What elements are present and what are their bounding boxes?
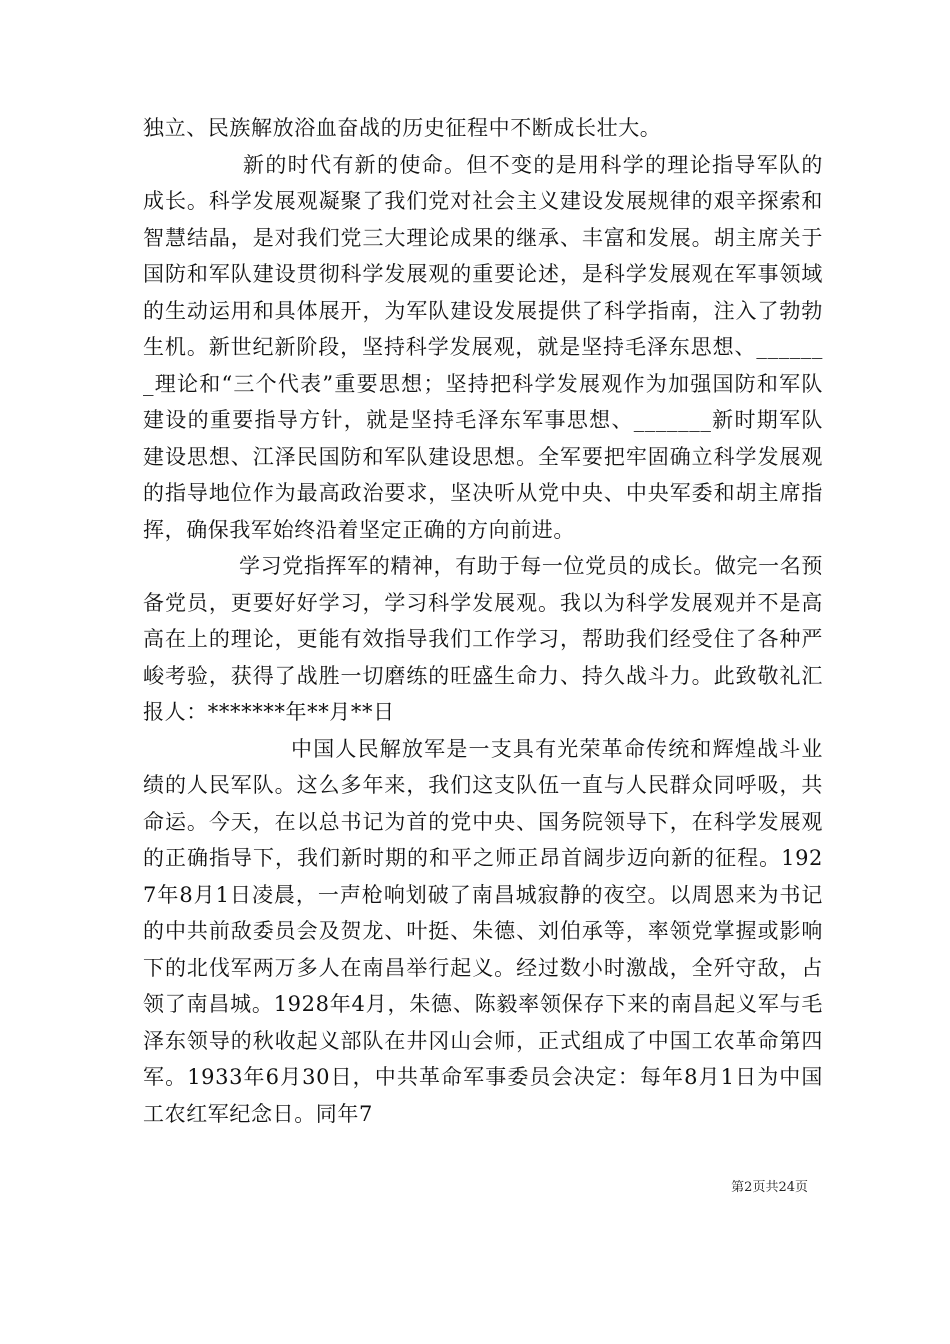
paragraph-continuation: 独立、民族解放浴血奋战的历史征程中不断成长壮大。 — [143, 116, 662, 140]
document-body — [143, 110, 823, 1132]
page-footer: 第2页共24页 — [731, 1180, 808, 1195]
paragraph-pla-history: 中国人民解放军是一支具有光荣革命传统和辉煌战斗业绩的人民军队。这么多年来，我们这支队伍一直与人民群众同呼吸，共命运。今天，在以总书记为首的党中央、国务院领导下，在科学发展观的正确指导下，我们新时期的和平之师正昂首阔步迈向新的征程。1927年8月1日凌晨，一声枪响划破了南昌城寂静的夜空。以周恩来为书记的中共前敌委员会及贺龙、叶挺、朱德、刘伯承等，率领党掌握或影响下的北伐军两万多人在南昌举行起义。经过数小时激战，全歼守敌，占领了南昌城。1928年4月，朱德、陈毅率领保存下来的南昌起义军与毛泽东领导的秋收起义部队在井冈山会师，正式组成了中国工农革命第四军。1933年6月30日，中共革命军事委员会决定：每年8月1日为中国工农红军纪念日。同年7 — [143, 736, 823, 1126]
paragraph-study: 学习党指挥军的精神，有助于每一位党员的成长。做完一名预备党员，更要好好学习，学习科学发展观。我以为科学发展观并不是高高在上的理论，更能有效指导我们工作学习，帮助我们经受住了各种严峻考验，获得了战胜一切磨练的旺盛生命力、持久战斗力。此致敬礼汇报人：*******年**月**日 — [143, 554, 823, 724]
paragraph-new-era: 新的时代有新的使命。但不变的是用科学的理论指导军队的成长。科学发展观凝聚了我们党对社会主义建设发展规律的艰辛探索和智慧结晶，是对我们党三大理论成果的继承、丰富和发展。胡主席关于国防和军队建设贯彻科学发展观的重要论述，是科学发展观在军事领域的生动运用和具体展开，为军队建设发展提供了科学指南，注入了勃勃生机。新世纪新阶段，坚持科学发展观，就是坚持毛泽东思想、_______理论和“三个代表”重要思想；坚持把科学发展观作为加强国防和军队建设的重要指导方针，就是坚持毛泽东军事思想、_______新时期军队建设思想、江泽民国防和军队建设思想。全军要把牢固确立科学发展观的指导地位作为最高政治要求，坚决听从党中央、中央军委和胡主席指挥，确保我军始终沿着坚定正确的方向前进。 — [143, 152, 823, 542]
